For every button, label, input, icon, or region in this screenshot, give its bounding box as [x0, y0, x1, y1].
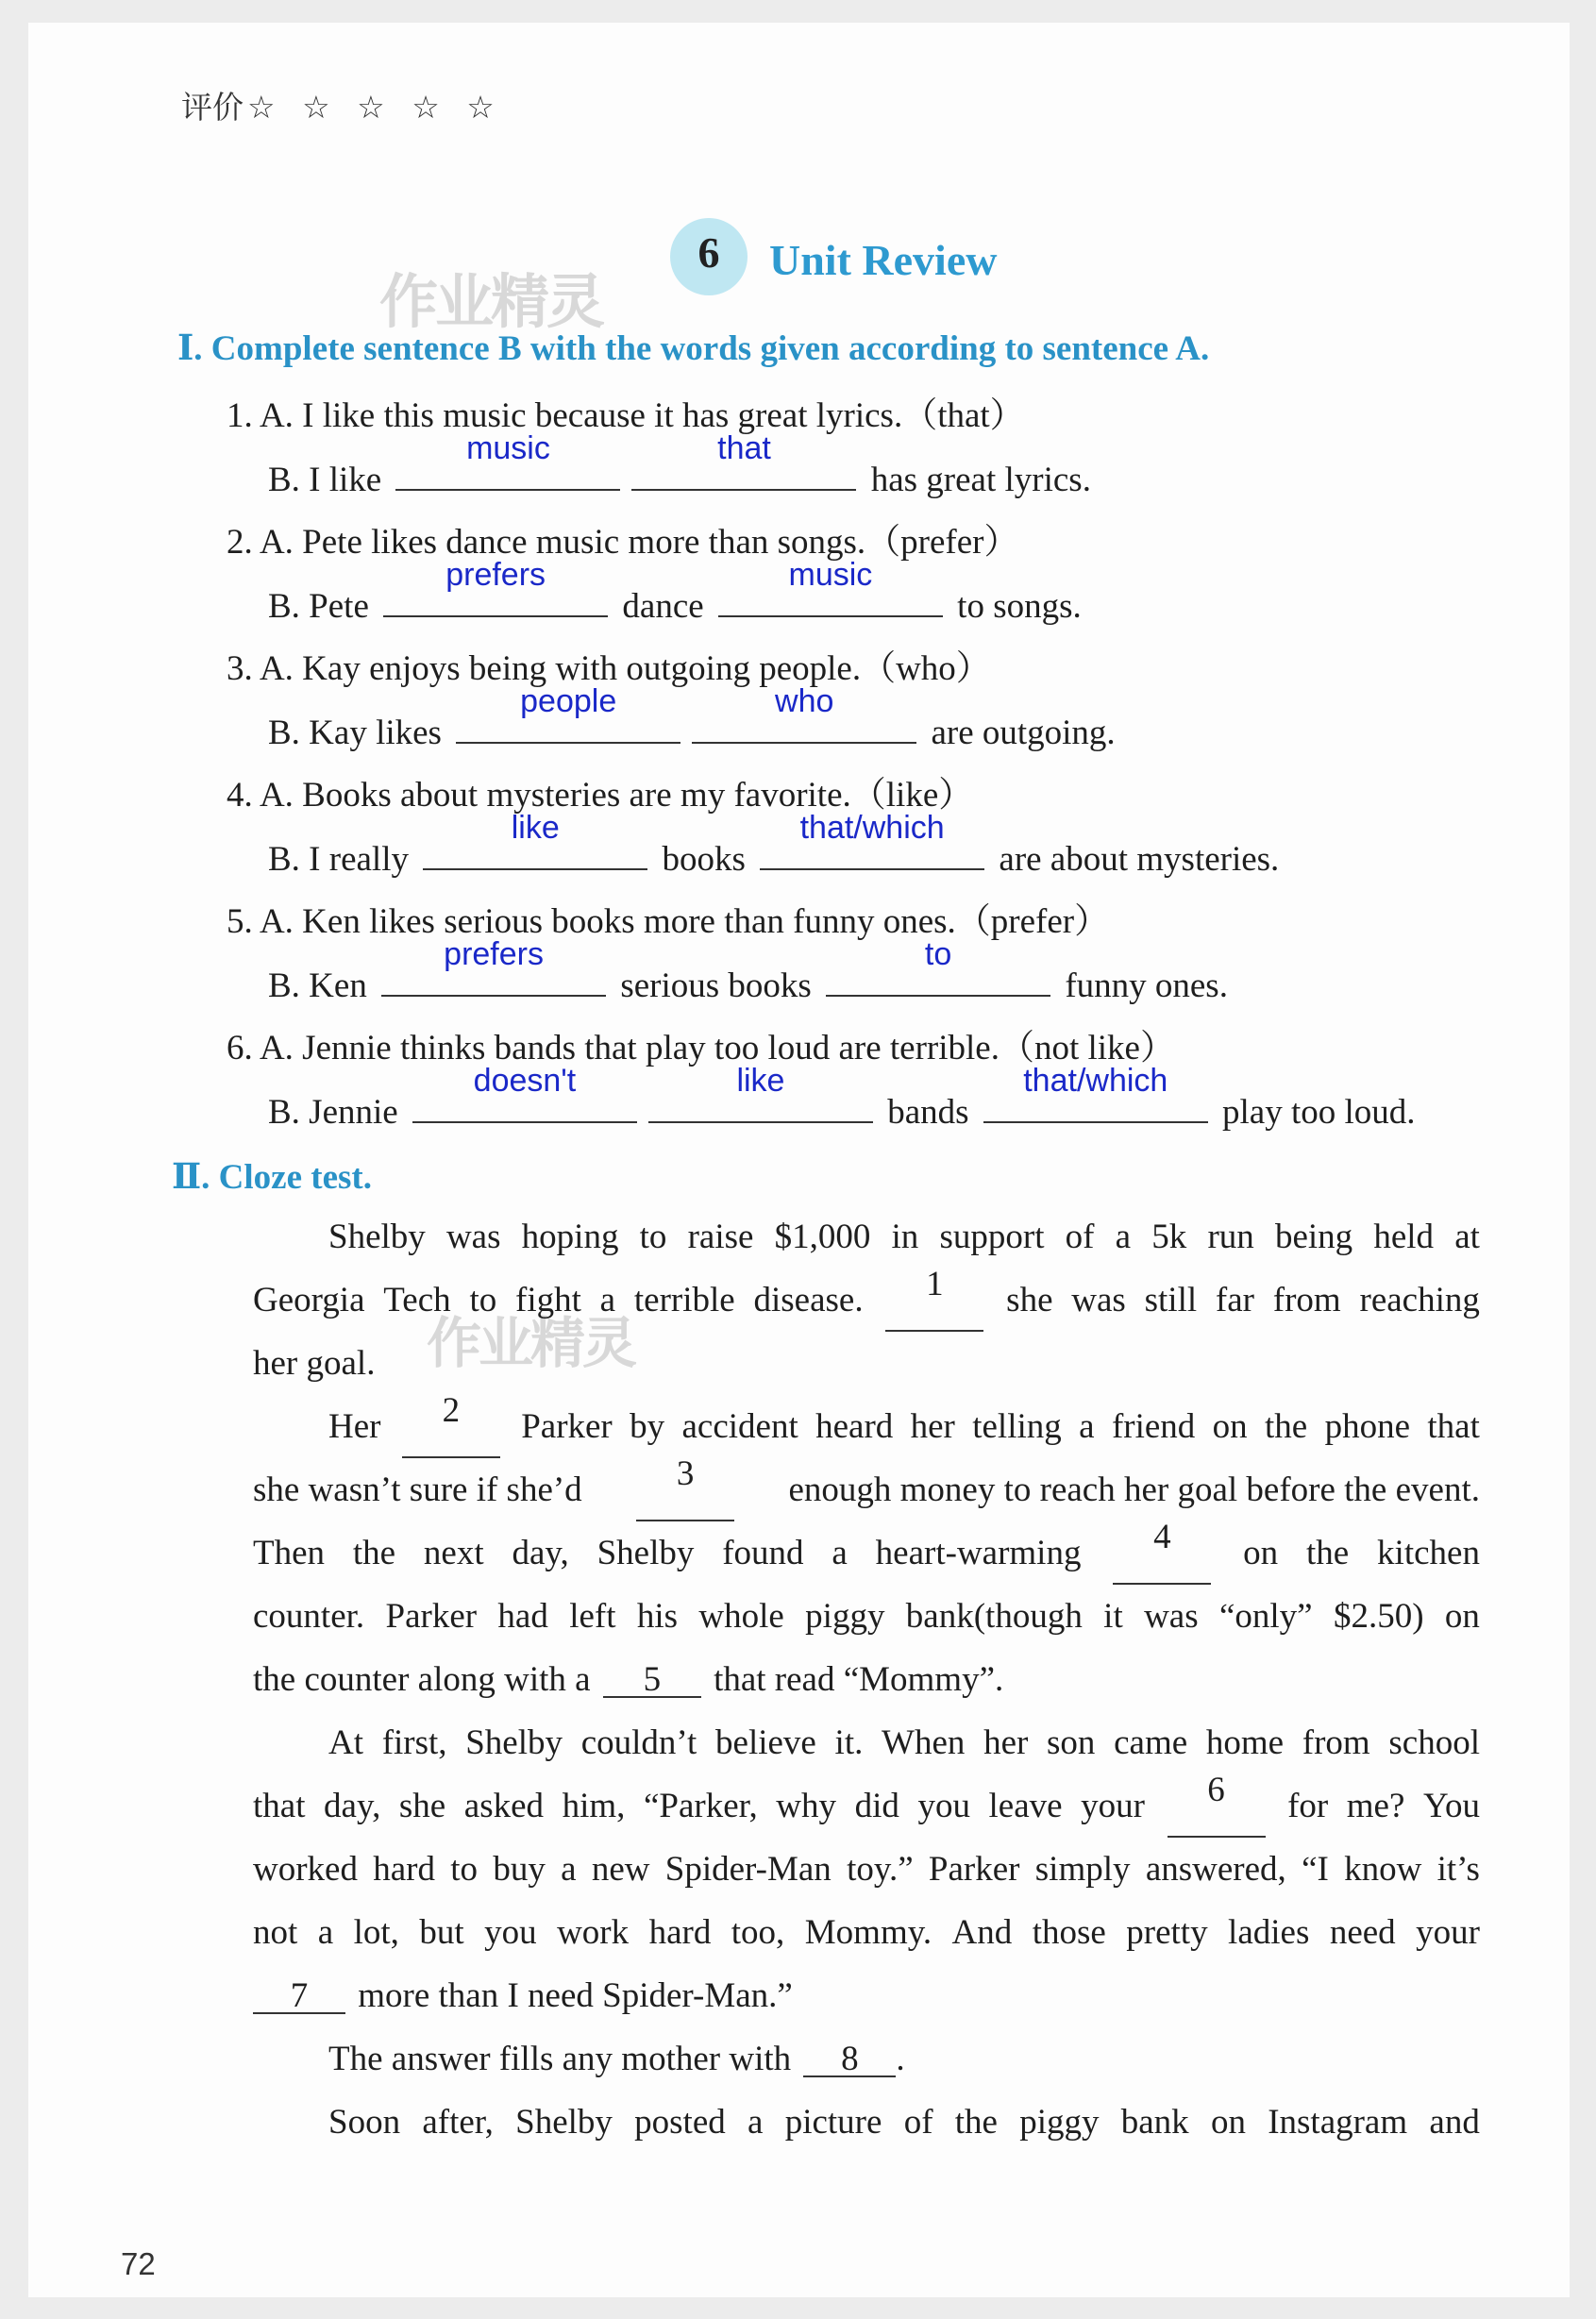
sentence-text: play too loud. [1222, 1093, 1416, 1132]
passage-line [253, 1964, 1480, 2027]
passage-word: left [569, 1597, 616, 1636]
passage-word: me? [1346, 1787, 1405, 1825]
passage-word: 5k [1151, 1218, 1187, 1256]
passage-word: The answer fills any mother with [328, 2040, 792, 2078]
passage-word: asked [463, 1787, 545, 1825]
passage-word: the [954, 2103, 998, 2142]
passage-word: a [599, 1281, 616, 1319]
passage-word: not [253, 1913, 298, 1952]
passage-line: her goal. [253, 1344, 376, 1383]
answer-blank [381, 936, 606, 997]
passage-line [253, 1205, 1480, 1269]
answer: like [736, 1063, 785, 1099]
passage-word: lot, [353, 1913, 399, 1952]
sentence-b [268, 430, 1091, 499]
passage-word: son [1047, 1723, 1096, 1762]
passage-word: and [1429, 2103, 1480, 2142]
passage-word: Shelby [596, 1534, 695, 1572]
passage-word: it [1103, 1597, 1123, 1636]
passage-word: work [557, 1913, 630, 1952]
sentence-text: serious books [620, 966, 812, 1005]
unit-title: Unit Review [769, 236, 998, 284]
answer-blank [631, 430, 856, 491]
passage-word: enough money to reach her goal before the event. [788, 1470, 1480, 1509]
sentence-a: 1. A. I like this music because it has great lyrics.（that） [227, 396, 1025, 435]
passage-word: Shelby [465, 1723, 563, 1762]
answer-blank [456, 683, 680, 744]
answer-blank [423, 810, 647, 870]
passage-word: hard [648, 1913, 712, 1952]
sentence-text: B. I really [268, 840, 409, 879]
passage-word: you [917, 1787, 970, 1825]
passage-word: found [722, 1534, 804, 1572]
passage-word: her [910, 1407, 955, 1446]
passage-word: “I [1302, 1850, 1329, 1889]
passage-word: run [1207, 1218, 1254, 1256]
passage-word: Shelby [515, 2103, 613, 2142]
sentence-a: 5. A. Ken likes serious books more than funny ones.（prefer） [227, 902, 1110, 941]
sentence-a: 4. A. Books about mysteries are my favorite.（like） [227, 776, 974, 815]
sentence-text: to songs. [957, 587, 1082, 626]
passage-word: know [1344, 1850, 1422, 1889]
answer-blank [760, 810, 984, 870]
passage-word: after, [422, 2103, 494, 2142]
sentence-text: B. Kay likes [268, 714, 442, 752]
passage-word: support [939, 1218, 1045, 1256]
passage-word: from [1272, 1281, 1341, 1319]
passage-word: still [1144, 1281, 1198, 1319]
passage-word: reaching [1359, 1281, 1480, 1319]
unit-number: 6 [697, 228, 720, 277]
cloze-gap-6: 6 [1168, 1774, 1266, 1838]
passage-word: on [1444, 1597, 1480, 1636]
passage-word: Then [253, 1534, 326, 1572]
answer: people [520, 683, 617, 719]
passage-word: a [748, 2103, 764, 2142]
passage-word: she [398, 1787, 446, 1825]
sentence-text: has great lyrics. [870, 461, 1091, 499]
passage-word: telling [972, 1407, 1062, 1446]
passage-word: Instagram [1268, 2103, 1408, 2142]
passage-word: . [896, 2040, 905, 2078]
cloze-gap-5: 5 [603, 1664, 701, 1698]
passage-word: she [1006, 1281, 1053, 1319]
passage-word: a [317, 1913, 334, 1952]
sentence-text: B. I like [268, 461, 382, 499]
passage-word: couldn’t [580, 1723, 697, 1762]
passage-word: Parker [928, 1850, 1020, 1889]
passage-line [253, 2027, 1480, 2091]
section-1-title: Ⅰ. Complete sentence B with the words given according to sentence A. [177, 329, 1210, 368]
passage-word: why [776, 1787, 837, 1825]
passage-word: Her [328, 1407, 381, 1446]
passage-word: from [1302, 1723, 1370, 1762]
passage-word: believe [715, 1723, 816, 1762]
answer-blank [983, 1063, 1208, 1123]
cloze-gap-1: 1 [885, 1269, 983, 1332]
sentence-text: bands [887, 1093, 969, 1132]
workbook-page [28, 23, 1570, 2297]
passage-word: the [1306, 1534, 1350, 1572]
answer-blank [692, 683, 916, 744]
cloze-gap-3: 3 [636, 1458, 734, 1521]
sentence-text: funny ones. [1065, 966, 1228, 1005]
passage-word: at [1454, 1218, 1480, 1256]
answer-blank [395, 430, 620, 491]
sentence-text: dance [622, 587, 704, 626]
answer-blank [412, 1063, 637, 1123]
passage-word: of [1065, 1218, 1095, 1256]
passage-word: that [1427, 1407, 1480, 1446]
passage-word: Georgia [253, 1281, 365, 1319]
answer: to [924, 936, 952, 972]
answer: prefers [445, 557, 546, 593]
passage-word: terrible [633, 1281, 735, 1319]
sentence-text: books [662, 840, 746, 879]
passage-word: bank [1120, 2103, 1189, 2142]
passage-word: Tech [383, 1281, 451, 1319]
passage-word: day, [324, 1787, 381, 1825]
passage-word: accident [681, 1407, 798, 1446]
answer-blank [383, 557, 608, 617]
passage-word: phone [1324, 1407, 1411, 1446]
passage-word: her [983, 1723, 1029, 1762]
cloze-passage [253, 1205, 1480, 2154]
sentence-b [268, 810, 1280, 879]
passage-word: too, [731, 1913, 785, 1952]
passage-word: pretty [1126, 1913, 1208, 1952]
passage-word: your [1416, 1913, 1480, 1952]
passage-word: was [1144, 1597, 1199, 1636]
passage-word: that read “Mommy”. [714, 1660, 1004, 1699]
passage-word: fight [515, 1281, 581, 1319]
passage-word: your [1081, 1787, 1145, 1825]
passage-word: When [882, 1723, 966, 1762]
passage-word: a [1115, 1218, 1132, 1256]
passage-word: being [1274, 1218, 1353, 1256]
page-number: 72 [121, 2246, 156, 2281]
passage-word: Mommy. [804, 1913, 932, 1952]
passage-word: Parker [521, 1407, 613, 1446]
passage-word: At [328, 1723, 363, 1762]
answer: that/which [1023, 1063, 1168, 1099]
passage-word: picture [784, 2103, 882, 2142]
passage-word: hoping [521, 1218, 619, 1256]
passage-word: those [1032, 1913, 1106, 1952]
passage-word: to [469, 1281, 497, 1319]
rating-header [181, 83, 503, 127]
passage-line [253, 1901, 1480, 1964]
passage-word: it’s [1436, 1850, 1480, 1889]
answer: that [717, 430, 771, 466]
rating-stars: ☆ ☆ ☆ ☆ ☆ [247, 89, 503, 126]
watermark: 作业精灵 [427, 1311, 635, 1375]
passage-word: but [419, 1913, 464, 1952]
sentence-a: 6. A. Jennie thinks bands that play too loud are terrible.（not like） [227, 1029, 1175, 1067]
passage-word: a [561, 1850, 577, 1889]
passage-line [253, 1771, 1480, 1838]
answer: music [788, 557, 873, 593]
answer: like [511, 810, 560, 846]
passage-word: his [636, 1597, 679, 1636]
sentence-text: are outgoing. [931, 714, 1116, 752]
passage-word: You [1422, 1787, 1480, 1825]
answer-blank [718, 557, 943, 617]
passage-word: piggy [1019, 2103, 1100, 2142]
passage-line [253, 1391, 1480, 1458]
passage-word: to [450, 1850, 479, 1889]
sentence-a: 2. A. Pete likes dance music more than songs.（prefer） [227, 523, 1019, 562]
passage-line [253, 2091, 1480, 2154]
sentence-text: are about mysteries. [999, 840, 1280, 879]
passage-word: had [497, 1597, 548, 1636]
cloze-gap-8: 8 [803, 2043, 896, 2077]
passage-word: $1,000 [774, 1218, 871, 1256]
passage-word: him, [562, 1787, 626, 1825]
passage-word: Spider-Man [664, 1850, 832, 1889]
sentence-text: B. Jennie [268, 1093, 398, 1132]
passage-word: a [1079, 1407, 1095, 1446]
sentence-b [268, 1063, 1416, 1132]
passage-word: need [1329, 1913, 1396, 1952]
passage-word: to [639, 1218, 667, 1256]
passage-word: And [951, 1913, 1013, 1952]
passage-word: heart-warming [875, 1534, 1082, 1572]
passage-word: it. [834, 1723, 864, 1762]
rating-label: 评价 [181, 89, 244, 126]
answer: doesn't [473, 1063, 577, 1099]
cloze-gap-7: 7 [253, 1980, 345, 2014]
passage-word: Parker [385, 1597, 478, 1636]
passage-line [253, 1518, 1480, 1585]
passage-word: the [1265, 1407, 1308, 1446]
passage-word: hard [373, 1850, 435, 1889]
section-2-title: Ⅱ. Cloze test. [172, 1158, 372, 1197]
passage-line [253, 1711, 1480, 1774]
passage-word: friend [1111, 1407, 1196, 1446]
passage-word: that [253, 1787, 306, 1825]
passage-word: heard [815, 1407, 894, 1446]
passage-word: new [591, 1850, 650, 1889]
passage-word: you [484, 1913, 537, 1952]
passage-word: was [445, 1218, 501, 1256]
answer: who [775, 683, 834, 719]
answer-blank [826, 936, 1050, 997]
passage-word: she wasn’t sure if she’d [253, 1470, 582, 1509]
passage-word: whole [698, 1597, 784, 1636]
passage-word: for [1287, 1787, 1329, 1825]
passage-word: by [630, 1407, 665, 1446]
passage-line [253, 1648, 1480, 1711]
cloze-gap-2: 2 [402, 1395, 500, 1458]
passage-word: Shelby [328, 1218, 426, 1256]
passage-word: raise [687, 1218, 754, 1256]
passage-word: posted [634, 2103, 726, 2142]
passage-word: school [1388, 1723, 1480, 1762]
cloze-gap-4: 4 [1113, 1521, 1211, 1585]
sentence-text: B. Ken [268, 966, 367, 1005]
passage-word: bank(though [905, 1597, 1083, 1636]
passage-word: did [854, 1787, 899, 1825]
passage-word: came [1114, 1723, 1188, 1762]
passage-word: $2.50) [1333, 1597, 1424, 1636]
answer-blank [648, 1063, 873, 1123]
passage-word: in [891, 1218, 919, 1256]
passage-line [253, 1585, 1480, 1648]
sentence-b [268, 557, 1082, 626]
passage-line [253, 1838, 1480, 1901]
passage-word: piggy [805, 1597, 885, 1636]
passage-word: disease. [753, 1281, 864, 1319]
sentence-b [268, 683, 1116, 752]
passage-word: on [1243, 1534, 1279, 1572]
passage-word: of [903, 2103, 933, 2142]
passage-word: a [832, 1534, 848, 1572]
passage-word: simply [1034, 1850, 1131, 1889]
passage-word: held [1373, 1218, 1435, 1256]
passage-word: day, [512, 1534, 569, 1572]
passage-word: worked [253, 1850, 358, 1889]
passage-word: more than I need Spider-Man.” [358, 1976, 793, 2015]
passage-word: next [423, 1534, 484, 1572]
passage-word: “only” [1218, 1597, 1313, 1636]
passage-word: Soon [328, 2103, 401, 2142]
answer: prefers [444, 936, 544, 972]
passage-word: first, [381, 1723, 447, 1762]
passage-word: leave [988, 1787, 1063, 1825]
passage-word: counter. [253, 1597, 365, 1636]
passage-line [253, 1265, 1480, 1332]
passage-word: answered, [1145, 1850, 1286, 1889]
passage-word: kitchen [1377, 1534, 1480, 1572]
passage-word: far [1215, 1281, 1254, 1319]
answer: that/which [799, 810, 945, 846]
passage-line [253, 1454, 1480, 1521]
sentence-b [268, 936, 1228, 1005]
passage-word: the [352, 1534, 396, 1572]
passage-word: buy [493, 1850, 546, 1889]
passage-word: was [1071, 1281, 1126, 1319]
passage-word: on [1210, 2103, 1246, 2142]
sentence-text: B. Pete [268, 587, 369, 626]
passage-word: on [1212, 1407, 1248, 1446]
passage-word: “Parker, [643, 1787, 758, 1825]
answer: music [466, 430, 550, 466]
passage-word: home [1205, 1723, 1285, 1762]
passage-word: toy.” [847, 1850, 914, 1889]
sentence-a: 3. A. Kay enjoys being with outgoing people.（who） [227, 649, 991, 688]
watermark: 作业精灵 [379, 267, 603, 336]
passage-word: ladies [1228, 1913, 1310, 1952]
passage-word: the counter along with a [253, 1660, 591, 1699]
